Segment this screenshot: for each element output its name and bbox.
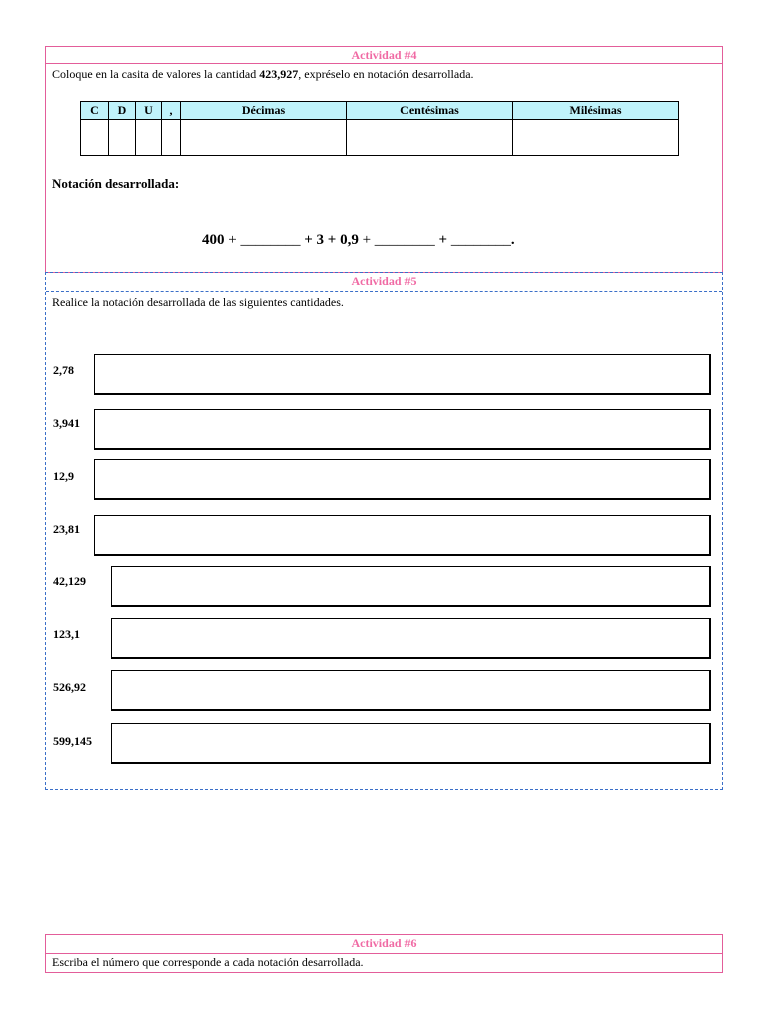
activity-4-title: Actividad #4: [46, 47, 722, 64]
quantity-label: 2,78: [53, 363, 74, 377]
quantity-label: 526,92: [53, 680, 86, 694]
answer-box[interactable]: [111, 670, 711, 711]
cell-u[interactable]: [136, 120, 162, 156]
eq-part-2: + 3 + 0,9: [304, 232, 359, 248]
activity-4-box: [45, 46, 723, 273]
quantity-label: 3,941: [53, 416, 80, 430]
instr-text-pre: Coloque en la casita de valores la cantidad: [52, 67, 260, 81]
cell-d[interactable]: [109, 120, 136, 156]
cell-decimas[interactable]: [181, 120, 347, 156]
activity-6-box: [45, 934, 723, 973]
place-value-table: [80, 101, 679, 156]
activity-5-box: [45, 272, 723, 790]
expanded-notation-equation: [202, 232, 515, 249]
activity-5-title: Actividad #5: [46, 273, 722, 292]
answer-box[interactable]: [94, 409, 711, 450]
activity-6-title: Actividad #6: [46, 935, 722, 954]
cell-centesimas[interactable]: [347, 120, 513, 156]
quantity-label: 42,129: [53, 574, 86, 588]
quantity-label: 23,81: [53, 522, 80, 536]
answer-box[interactable]: [111, 618, 711, 659]
answer-box[interactable]: [111, 566, 711, 607]
header-centesimas: Centésimas: [347, 102, 513, 120]
header-decimas: Décimas: [181, 102, 347, 120]
instr-quantity: 423,927: [259, 67, 299, 81]
expanded-notation-label: Notación desarrollada:: [52, 176, 180, 191]
quantity-label: 12,9: [53, 469, 74, 483]
eq-blank-1[interactable]: + ________: [224, 232, 305, 248]
header-u: U: [136, 102, 162, 120]
answer-box[interactable]: [94, 354, 711, 395]
instr-text-post: , expréselo en notación desarrollada.: [298, 67, 474, 81]
answer-box[interactable]: [94, 515, 711, 556]
eq-part-3: +: [438, 232, 448, 248]
eq-period: .: [510, 232, 515, 248]
header-milesimas: Milésimas: [513, 102, 679, 120]
eq-blank-3[interactable]: ________: [447, 232, 511, 248]
cell-c[interactable]: [81, 120, 109, 156]
activity-4-instructions: [52, 67, 474, 82]
cell-milesimas[interactable]: [513, 120, 679, 156]
activity-6-instructions: Escriba el número que corresponde a cada notación desarrollada.: [52, 955, 364, 969]
header-c: C: [81, 102, 109, 120]
quantity-label: 123,1: [53, 627, 80, 641]
answer-box[interactable]: [94, 459, 711, 500]
answer-box[interactable]: [111, 723, 711, 764]
quantity-label: 599,145: [53, 734, 92, 748]
eq-blank-2[interactable]: + ________: [358, 232, 439, 248]
header-d: D: [109, 102, 136, 120]
eq-part-1: 400: [202, 232, 225, 248]
cell-comma[interactable]: [162, 120, 181, 156]
activity-5-instructions: Realice la notación desarrollada de las siguientes cantidades.: [52, 295, 344, 309]
header-comma: ,: [162, 102, 181, 120]
